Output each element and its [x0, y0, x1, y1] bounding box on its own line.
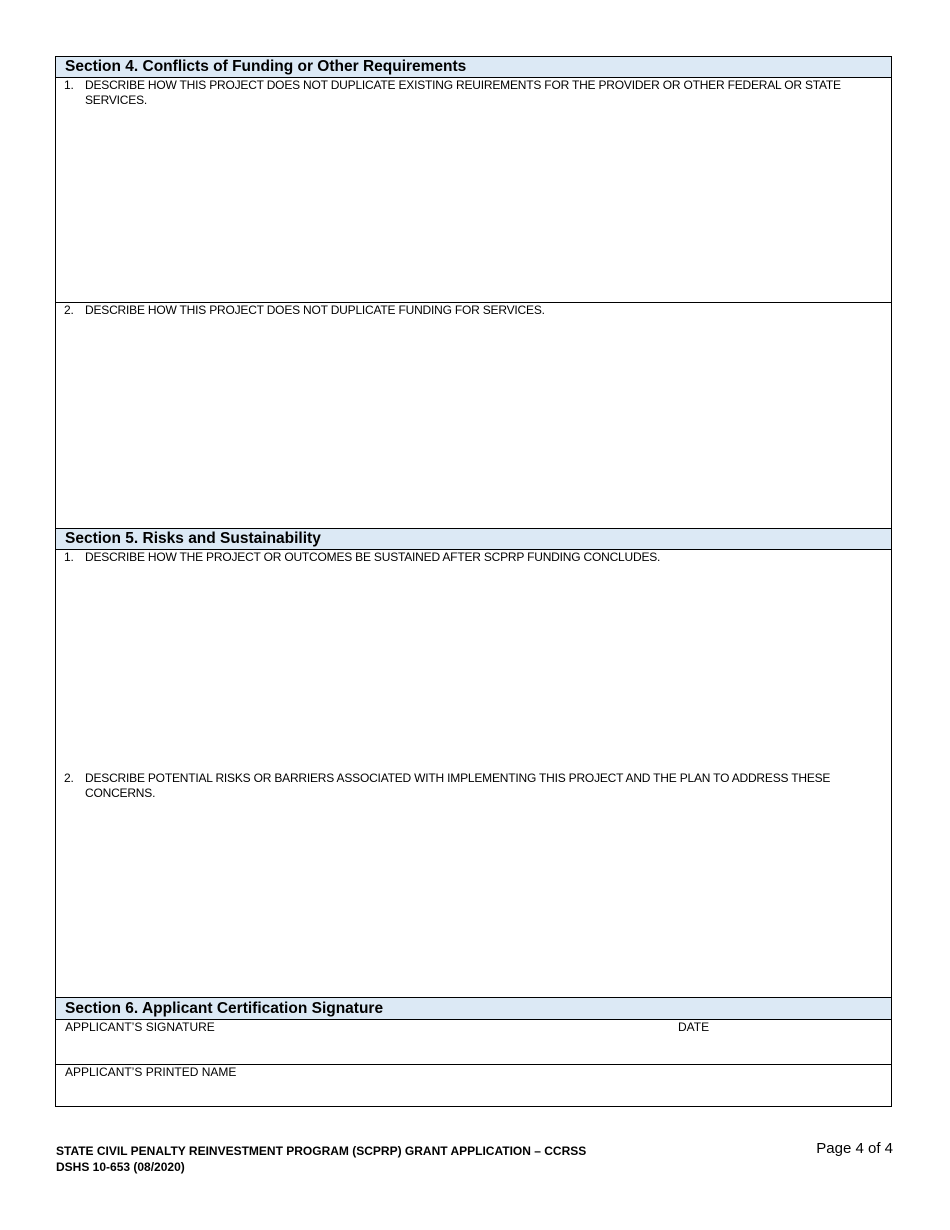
grant-application-form: [55, 56, 892, 1107]
question-number: 2.: [64, 771, 74, 785]
section-5-question-2[interactable]: [56, 771, 891, 997]
question-text: DESCRIBE HOW THE PROJECT OR OUTCOMES BE SUSTAINED AFTER SCPRP FUNDING CONCLUDES.: [85, 550, 661, 564]
applicant-signature-field[interactable]: [56, 1020, 891, 1064]
date-label: DATE: [678, 1020, 710, 1034]
applicant-printed-name-field[interactable]: [56, 1064, 891, 1107]
section-6-header: [56, 997, 891, 1020]
footer-form-number: DSHS 10-653 (08/2020): [56, 1160, 185, 1174]
section-4-question-1[interactable]: [56, 78, 891, 302]
page-number: Page 4 of 4: [816, 1140, 893, 1157]
question-text: DESCRIBE HOW THIS PROJECT DOES NOT DUPLICATE FUNDING FOR SERVICES.: [85, 303, 545, 317]
printed-name-label: APPLICANT’S PRINTED NAME: [65, 1065, 237, 1079]
question-number: 1.: [64, 550, 74, 564]
footer-program-title: STATE CIVIL PENALTY REINVESTMENT PROGRAM (SCPRP) GRANT APPLICATION – CCRSS: [56, 1144, 587, 1158]
question-number: 2.: [64, 303, 74, 317]
section-5-question-1[interactable]: [56, 550, 891, 776]
question-number: 1.: [64, 78, 74, 92]
section-4-header: [56, 57, 891, 78]
signature-label: APPLICANT’S SIGNATURE: [65, 1020, 215, 1034]
section-6-title: Section 6. Applicant Certification Signature: [65, 1000, 384, 1017]
section-5-title: Section 5. Risks and Sustainability: [65, 530, 321, 547]
section-4-question-2[interactable]: [56, 302, 891, 528]
question-text: DESCRIBE POTENTIAL RISKS OR BARRIERS ASSOCIATED WITH IMPLEMENTING THIS PROJECT AND THE PLAN TO ADDRESS THESE CONCERNS.: [85, 771, 831, 800]
section-5-header: [56, 528, 891, 550]
question-text: DESCRIBE HOW THIS PROJECT DOES NOT DUPLICATE EXISTING REUIREMENTS FOR THE PROVIDER OR OTHER FEDERAL OR STATE SERVICES.: [85, 78, 841, 107]
footer-form-info: [56, 1143, 586, 1175]
section-4-title: Section 4. Conflicts of Funding or Other Requirements: [65, 58, 467, 75]
